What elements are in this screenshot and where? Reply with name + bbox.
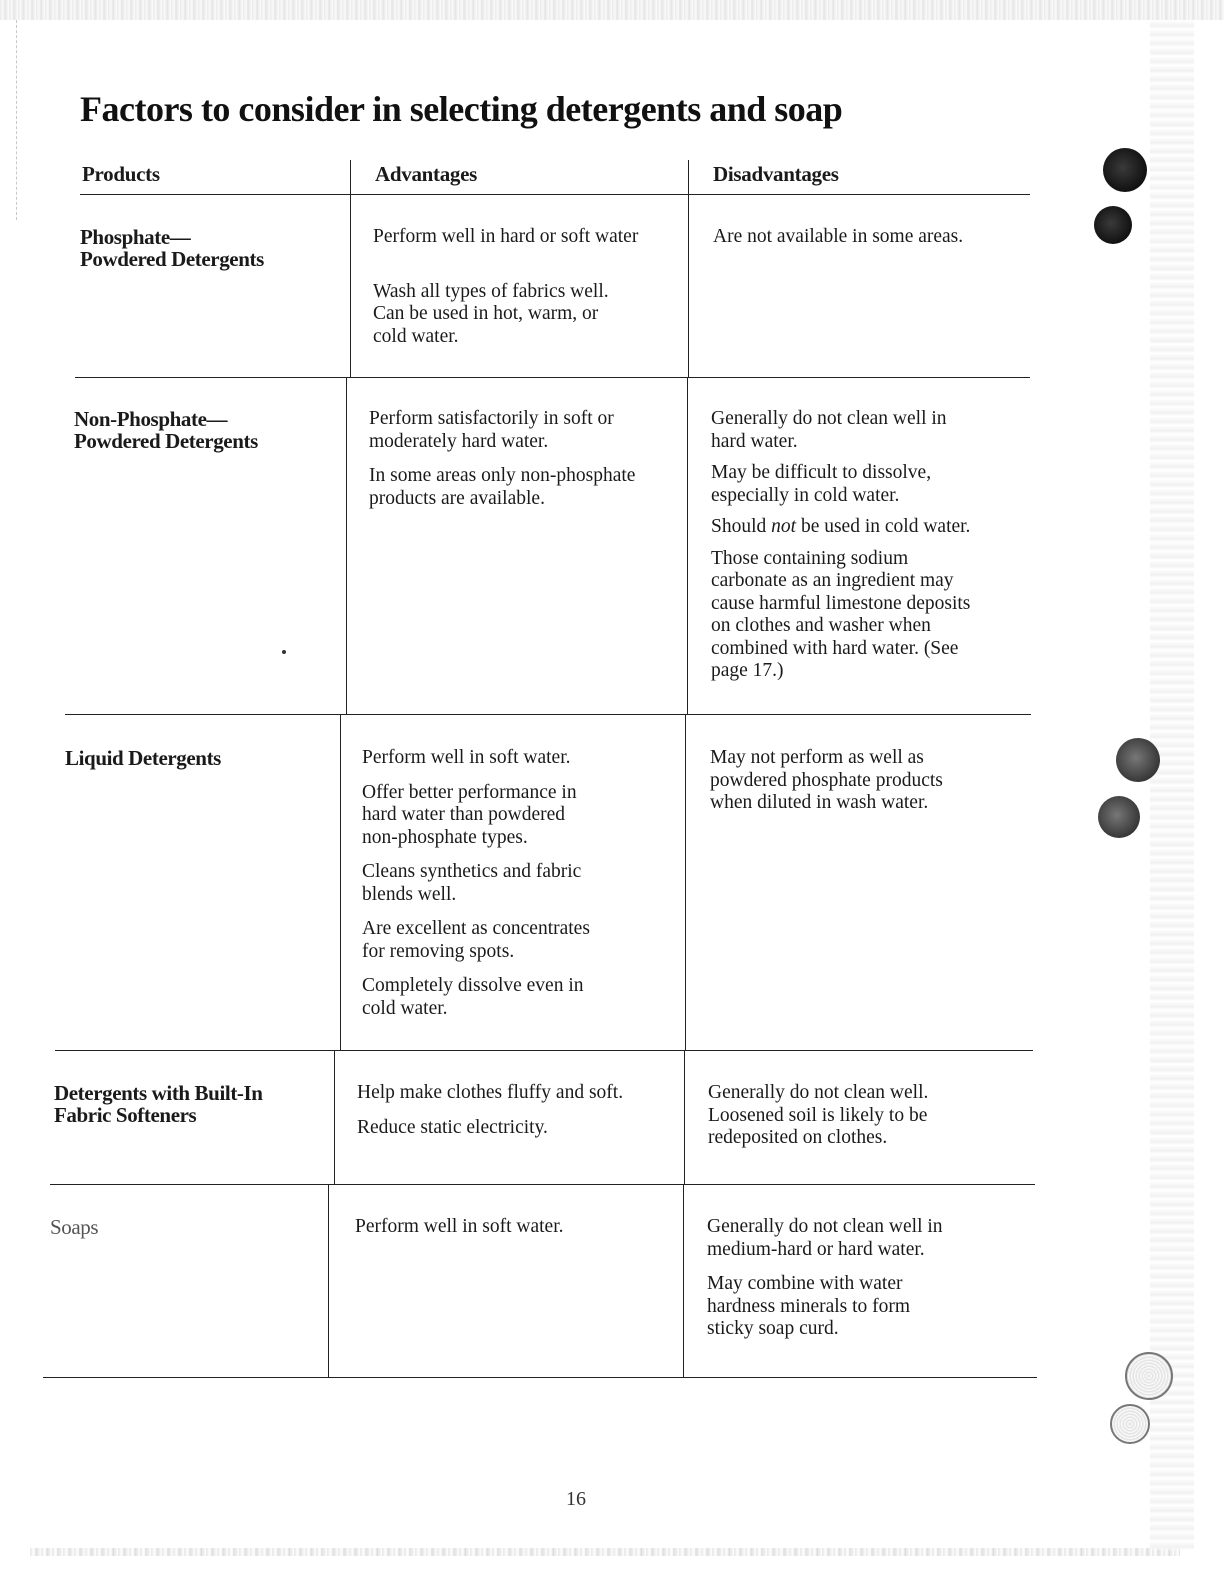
column-separator [328,1184,329,1378]
product-name-line: Soaps [50,1215,99,1239]
advantage-item: Completely dissolve even in cold water. [362,975,584,1019]
disadvantage-item: Generally do not clean well. Loosened soil is likely to be redeposited on clothes. [708,1082,929,1148]
disadvantage-item: May be difficult to dissolve, especially in cold water. [711,462,932,506]
disadvantage-item: May combine with water hardness minerals to form sticky soap curd. [707,1273,911,1339]
disadvantage-item: Are not available in some areas. [713,226,964,247]
advantage-item: Are excellent as concentrates for removing spots. [362,918,590,962]
column-separator [346,377,347,715]
disadvantages-cell [713,226,1013,261]
product-name-line: Powdered Detergents [80,247,264,271]
row-divider [50,1184,1035,1185]
disadvantages-cell [710,747,970,827]
emphasis-not: not [771,516,797,537]
product-name [80,226,264,270]
column-separator [683,1184,684,1378]
binder-hole-icon [1098,796,1140,838]
binder-hole-icon [1116,738,1160,782]
column-separator [340,714,341,1051]
disadvantage-item: Should not be used in cold water. [711,516,971,537]
page-number: 16 [566,1488,586,1510]
product-name-line: Non-Phosphate— [74,407,228,431]
product-name [65,747,221,769]
scan-edge-left [16,20,19,220]
column-header-disadvantages: Disadvantages [713,162,839,186]
advantage-item: Perform well in hard or soft water [373,226,639,247]
product-name-line: Liquid Detergents [65,746,221,770]
advantage-item: Reduce static electricity. [357,1116,548,1138]
advantages-cell [373,226,663,360]
scan-speck [282,650,286,654]
advantage-item: Help make clothes fluffy and soft. [357,1082,624,1103]
header-rule [80,194,1030,195]
product-name [54,1082,263,1126]
advantages-cell [355,1216,655,1251]
advantages-cell [369,408,649,522]
page-title: Factors to consider in selecting detergents and soap [80,89,843,129]
advantage-item: In some areas only non-phosphate products are available. [369,465,636,509]
disadvantages-cell [711,408,986,692]
advantage-item: Perform well in soft water. [362,747,571,768]
product-name-line: Powdered Detergents [74,429,258,453]
column-separator [334,1050,335,1185]
scan-edge-bottom [30,1548,1180,1556]
binder-hole-icon [1103,148,1147,192]
binder-hole-icon [1125,1352,1173,1400]
disadvantages-cell [708,1082,958,1162]
column-separator [685,714,686,1051]
scan-edge-right [1150,20,1194,1550]
row-divider [65,714,1031,715]
advantage-item: Perform satisfactorily in soft or moderately hard water. [369,408,614,452]
product-name-line: Phosphate— [80,225,191,249]
product-name [74,408,258,452]
binder-hole-icon [1110,1404,1150,1444]
column-separator [688,160,689,378]
product-name-line: Fabric Softeners [54,1103,197,1127]
row-divider [75,377,1030,378]
advantages-cell [362,747,622,1032]
row-divider [55,1050,1033,1051]
column-separator [684,1050,685,1185]
column-header-products: Products [82,162,160,186]
advantage-item: Wash all types of fabrics well. Can be used in hot, warm, or cold water. [373,280,609,347]
column-separator [350,160,351,378]
column-header-advantages: Advantages [375,162,478,186]
product-name-line: Detergents with Built-In [54,1081,263,1105]
advantage-item: Offer better performance in hard water than powdered non-phosphate types. [362,781,577,848]
disadvantage-item: Generally do not clean well in hard water. [711,408,947,452]
column-separator [687,377,688,715]
scan-edge-top [0,0,1224,20]
product-name [50,1216,98,1238]
advantage-item: Perform well in soft water. [355,1216,564,1237]
disadvantage-item: Generally do not clean well in medium-hard or hard water. [707,1216,943,1260]
binder-hole-icon [1094,206,1132,244]
disadvantage-item: Those containing sodium carbonate as an ingredient may cause harmful limestone deposits on clothes and washer when combined with hard water. (See page 17.) [711,547,971,681]
disadvantage-item: May not perform as well as powdered phosphate products when diluted in wash water. [710,747,943,813]
bottom-rule [43,1377,1037,1378]
disadvantages-cell [707,1216,977,1353]
advantage-item: Cleans synthetics and fabric blends well. [362,861,582,905]
advantages-cell [357,1082,657,1151]
